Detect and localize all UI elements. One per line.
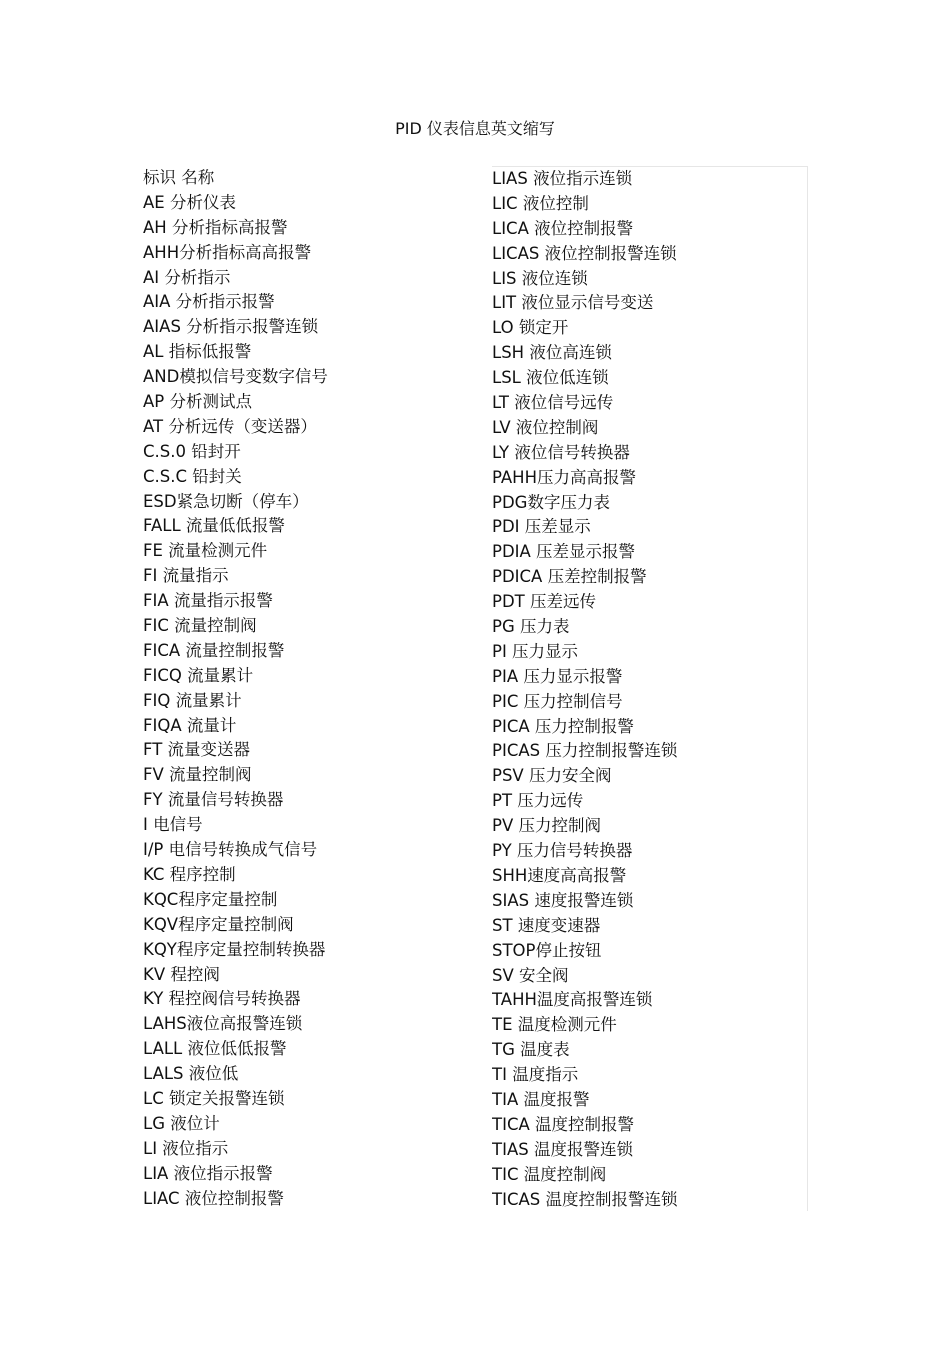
abbreviation-entry: TIC 温度控制阀 [492, 1164, 607, 1184]
abbreviation-entry: TE 温度检测元件 [492, 1015, 617, 1035]
abbreviation-entry: AT 分析远传（变送器） [143, 416, 317, 436]
abbreviation-entry: TIAS 温度报警连锁 [492, 1139, 633, 1159]
abbreviation-entry: LG 液位计 [143, 1113, 220, 1133]
abbreviation-entry: AH 分析指标高报警 [143, 217, 288, 237]
left-column-list [143, 166, 473, 1211]
abbreviation-entry: C.S.0 铅封开 [143, 441, 241, 461]
abbreviation-entry: STOP停止按钮 [492, 940, 602, 960]
abbreviation-entry: LIS 液位连锁 [492, 268, 588, 288]
abbreviation-entry: SHH速度高高报警 [492, 865, 627, 885]
abbreviation-entry: I/P 电信号转换成气信号 [143, 840, 318, 860]
abbreviation-entry: KQV程序定量控制阀 [143, 914, 294, 934]
abbreviation-entry: AP 分析测试点 [143, 392, 252, 412]
abbreviation-entry: PIC 压力控制信号 [492, 691, 623, 711]
abbreviation-entry: FIQ 流量累计 [143, 690, 242, 710]
abbreviation-entry: 标识 名称 [143, 168, 215, 187]
abbreviation-entry: ESD紧急切断（停车） [143, 491, 309, 511]
abbreviation-entry: TIA 温度报警 [492, 1089, 590, 1109]
abbreviation-entry: KC 程序控制 [143, 864, 236, 884]
abbreviation-entry: SV 安全阀 [492, 965, 569, 985]
abbreviation-entry: FIQA 流量计 [143, 715, 237, 735]
abbreviation-entry: LIAC 液位控制报警 [143, 1188, 284, 1208]
abbreviation-entry: LSH 液位高连锁 [492, 343, 612, 363]
abbreviation-entry: PDICA 压差控制报警 [492, 567, 647, 587]
abbreviation-entry: AL 指标低报警 [143, 342, 252, 362]
abbreviation-entry: LT 液位信号远传 [492, 393, 614, 413]
abbreviation-entry: LALL 液位低低报警 [143, 1039, 287, 1059]
abbreviation-entry: FV 流量控制阀 [143, 765, 252, 785]
abbreviation-entry: PI 压力显示 [492, 641, 579, 661]
abbreviation-entry: TAHH温度高报警连锁 [492, 990, 653, 1010]
abbreviation-entry: LICA 液位控制报警 [492, 218, 634, 238]
abbreviation-entry: PDIA 压差显示报警 [492, 542, 636, 562]
abbreviation-entry: PICA 压力控制报警 [492, 716, 634, 736]
abbreviation-entry: FE 流量检测元件 [143, 541, 268, 561]
abbreviation-entry: LICAS 液位控制报警连锁 [492, 243, 677, 263]
abbreviation-entry: LSL 液位低连锁 [492, 368, 609, 388]
abbreviation-entry: PAHH压力高高报警 [492, 467, 636, 487]
abbreviation-entry: FT 流量变送器 [143, 740, 251, 760]
abbreviation-entry: LIAS 液位指示连锁 [492, 169, 633, 188]
abbreviation-entry: FALL 流量低低报警 [143, 516, 285, 536]
abbreviation-entry: LI 液位指示 [143, 1138, 229, 1158]
abbreviation-entry: AIA 分析指示报警 [143, 292, 275, 312]
abbreviation-entry: ST 速度变速器 [492, 915, 601, 935]
abbreviation-entry: LAHS液位高报警连锁 [143, 1014, 303, 1034]
abbreviation-entry: PT 压力远传 [492, 791, 584, 811]
document-title: PID 仪表信息英文缩写 [395, 119, 555, 138]
abbreviation-entry: FIC 流量控制阀 [143, 616, 257, 636]
abbreviation-entry: SIAS 速度报警连锁 [492, 890, 634, 910]
abbreviation-entry: KY 程控阀信号转换器 [143, 989, 301, 1009]
abbreviation-entry: FIA 流量指示报警 [143, 591, 273, 611]
abbreviation-entry: PV 压力控制阀 [492, 816, 601, 836]
abbreviation-entry: TICAS 温度控制报警连锁 [492, 1189, 678, 1209]
abbreviation-entry: AE 分析仪表 [143, 192, 236, 212]
abbreviation-entry: PG 压力表 [492, 617, 570, 637]
abbreviation-entry: LC 锁定关报警连锁 [143, 1088, 285, 1108]
abbreviation-entry: PDI 压差显示 [492, 517, 591, 537]
abbreviation-entry: PY 压力信号转换器 [492, 841, 633, 861]
abbreviation-entry: LIC 液位控制 [492, 193, 589, 213]
abbreviation-entry: AI 分析指示 [143, 267, 231, 287]
abbreviation-entry: I 电信号 [143, 815, 203, 835]
abbreviation-entry: PDG数字压力表 [492, 492, 610, 512]
abbreviation-entry: FI 流量指示 [143, 566, 229, 586]
abbreviation-entry: C.S.C 铅封关 [143, 466, 242, 486]
abbreviation-entry: TI 温度指示 [492, 1065, 579, 1085]
abbreviation-entry: LALS 液位低 [143, 1064, 239, 1084]
abbreviation-entry: AHH分析指标高高报警 [143, 242, 312, 262]
abbreviation-entry: LO 锁定开 [492, 318, 569, 338]
right-column-list [492, 166, 808, 1211]
abbreviation-entry: FICA 流量控制报警 [143, 640, 285, 660]
abbreviation-entry: AIAS 分析指示报警连锁 [143, 317, 319, 337]
abbreviation-entry: KV 程控阀 [143, 964, 220, 984]
abbreviation-entry: TICA 温度控制报警 [492, 1114, 634, 1134]
abbreviation-entry: TG 温度表 [492, 1040, 570, 1060]
abbreviation-entry: LIT 液位显示信号变送 [492, 293, 654, 313]
abbreviation-entry: PIA 压力显示报警 [492, 666, 623, 686]
abbreviation-entry: KQC程序定量控制 [143, 889, 278, 909]
abbreviation-entry: KQY程序定量控制转换器 [143, 939, 326, 959]
abbreviation-entry: LY 液位信号转换器 [492, 442, 630, 462]
abbreviation-entry: AND模拟信号变数字信号 [143, 367, 328, 387]
abbreviation-entry: PSV 压力安全阀 [492, 766, 612, 786]
abbreviation-entry: LIA 液位指示报警 [143, 1163, 273, 1183]
abbreviation-entry: FY 流量信号转换器 [143, 790, 284, 810]
abbreviation-entry: PDT 压差远传 [492, 592, 596, 612]
abbreviation-entry: LV 液位控制阀 [492, 417, 599, 437]
abbreviation-entry: FICQ 流量累计 [143, 665, 254, 685]
abbreviation-entry: PICAS 压力控制报警连锁 [492, 741, 678, 761]
